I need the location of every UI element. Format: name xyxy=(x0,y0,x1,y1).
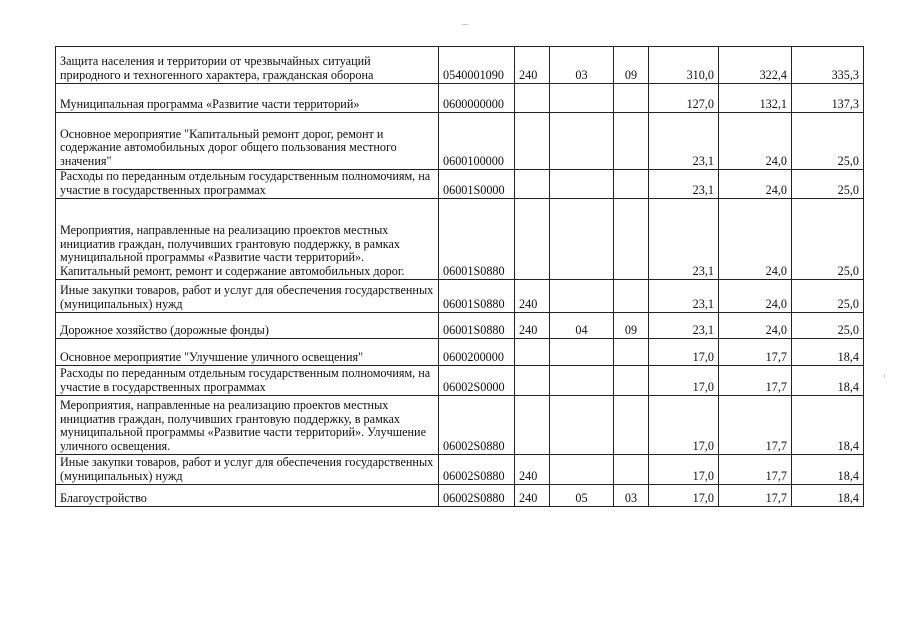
row-amount-2: 17,7 xyxy=(719,485,792,507)
row-target-code: 0600200000 xyxy=(439,339,515,366)
row-expense-type xyxy=(515,113,550,170)
row-target-code: 06001S0880 xyxy=(439,280,515,313)
row-name: Расходы по переданным отдельным государственным полномочиям, на участие в государственных программах xyxy=(56,366,439,396)
row-amount-1: 17,0 xyxy=(649,339,719,366)
row-amount-3: 18,4 xyxy=(792,455,864,485)
row-target-code: 06001S0880 xyxy=(439,199,515,280)
row-amount-3: 137,3 xyxy=(792,84,864,113)
row-amount-1: 17,0 xyxy=(649,455,719,485)
row-subsection xyxy=(614,280,649,313)
row-section xyxy=(550,366,614,396)
row-amount-1: 17,0 xyxy=(649,485,719,507)
row-section xyxy=(550,455,614,485)
budget-table-body xyxy=(56,47,864,507)
table-row xyxy=(56,170,864,199)
row-amount-2: 24,0 xyxy=(719,313,792,339)
table-row xyxy=(56,366,864,396)
row-amount-1: 23,1 xyxy=(649,280,719,313)
row-section xyxy=(550,339,614,366)
row-section: 05 xyxy=(550,485,614,507)
row-amount-1: 17,0 xyxy=(649,366,719,396)
row-amount-2: 322,4 xyxy=(719,47,792,84)
row-name: Дорожное хозяйство (дорожные фонды) xyxy=(56,313,439,339)
row-name: Основное мероприятие "Улучшение уличного освещения" xyxy=(56,339,439,366)
row-amount-1: 23,1 xyxy=(649,113,719,170)
row-subsection xyxy=(614,366,649,396)
row-section xyxy=(550,170,614,199)
row-target-code: 06001S0000 xyxy=(439,170,515,199)
row-target-code: 0540001090 xyxy=(439,47,515,84)
row-amount-1: 310,0 xyxy=(649,47,719,84)
row-name: Расходы по переданным отдельным государственным полномочиям, на участие в государственных программах xyxy=(56,170,439,199)
row-amount-3: 25,0 xyxy=(792,113,864,170)
row-amount-3: 25,0 xyxy=(792,280,864,313)
row-expense-type: 240 xyxy=(515,47,550,84)
row-target-code: 0600000000 xyxy=(439,84,515,113)
row-expense-type xyxy=(515,170,550,199)
row-name: Муниципальная программа «Развитие части территорий» xyxy=(56,84,439,113)
row-expense-type: 240 xyxy=(515,313,550,339)
row-name: Мероприятия, направленные на реализацию проектов местных инициатив граждан, получивших грантовую поддержку, в рамках муниципальной программы «Развитие части территорий». Капитальный ремонт, ремонт и содержание автомобильных дорог. xyxy=(56,199,439,280)
row-amount-3: 25,0 xyxy=(792,170,864,199)
row-target-code: 06002S0000 xyxy=(439,366,515,396)
row-expense-type: 240 xyxy=(515,280,550,313)
table-row xyxy=(56,313,864,339)
table-row xyxy=(56,396,864,455)
row-amount-2: 24,0 xyxy=(719,280,792,313)
table-row xyxy=(56,280,864,313)
row-subsection xyxy=(614,339,649,366)
row-amount-2: 17,7 xyxy=(719,455,792,485)
row-subsection: 03 xyxy=(614,485,649,507)
row-name: Основное мероприятие "Капитальный ремонт дорог, ремонт и содержание автомобильных дорог общего пользования местного значения" xyxy=(56,113,439,170)
table-row xyxy=(56,339,864,366)
table-row xyxy=(56,199,864,280)
scan-mark-right xyxy=(884,374,885,378)
row-target-code: 06002S0880 xyxy=(439,485,515,507)
row-amount-1: 23,1 xyxy=(649,199,719,280)
row-section xyxy=(550,280,614,313)
row-target-code: 06002S0880 xyxy=(439,455,515,485)
row-amount-3: 25,0 xyxy=(792,313,864,339)
row-amount-2: 24,0 xyxy=(719,170,792,199)
row-subsection xyxy=(614,396,649,455)
row-subsection: 09 xyxy=(614,47,649,84)
row-amount-3: 335,3 xyxy=(792,47,864,84)
scan-mark-top xyxy=(462,24,468,25)
row-target-code: 0600100000 xyxy=(439,113,515,170)
row-section xyxy=(550,84,614,113)
budget-table xyxy=(55,46,864,507)
row-amount-2: 17,7 xyxy=(719,339,792,366)
row-amount-3: 25,0 xyxy=(792,199,864,280)
row-target-code: 06001S0880 xyxy=(439,313,515,339)
row-amount-2: 24,0 xyxy=(719,113,792,170)
row-amount-1: 23,1 xyxy=(649,313,719,339)
row-subsection xyxy=(614,84,649,113)
row-amount-2: 17,7 xyxy=(719,366,792,396)
table-row xyxy=(56,455,864,485)
row-name: Мероприятия, направленные на реализацию проектов местных инициатив граждан, получивших грантовую поддержку, в рамках муниципальной программы «Развитие части территорий». Улучшение уличного освещения. xyxy=(56,396,439,455)
row-subsection: 09 xyxy=(614,313,649,339)
row-amount-3: 18,4 xyxy=(792,485,864,507)
row-expense-type xyxy=(515,199,550,280)
row-name: Защита населения и территории от чрезвычайных ситуаций природного и техногенного характера, гражданская оборона xyxy=(56,47,439,84)
table-row xyxy=(56,113,864,170)
row-subsection xyxy=(614,455,649,485)
row-section xyxy=(550,396,614,455)
row-amount-2: 17,7 xyxy=(719,396,792,455)
row-name: Иные закупки товаров, работ и услуг для обеспечения государственных (муниципальных) нужд xyxy=(56,280,439,313)
row-amount-1: 23,1 xyxy=(649,170,719,199)
table-row xyxy=(56,84,864,113)
row-expense-type xyxy=(515,84,550,113)
row-expense-type: 240 xyxy=(515,455,550,485)
row-section: 04 xyxy=(550,313,614,339)
row-amount-3: 18,4 xyxy=(792,366,864,396)
row-expense-type xyxy=(515,396,550,455)
row-amount-1: 127,0 xyxy=(649,84,719,113)
row-target-code: 06002S0880 xyxy=(439,396,515,455)
row-amount-2: 132,1 xyxy=(719,84,792,113)
row-section: 03 xyxy=(550,47,614,84)
row-expense-type xyxy=(515,339,550,366)
row-amount-1: 17,0 xyxy=(649,396,719,455)
table-row xyxy=(56,485,864,507)
row-expense-type: 240 xyxy=(515,485,550,507)
row-subsection xyxy=(614,199,649,280)
row-subsection xyxy=(614,170,649,199)
row-section xyxy=(550,199,614,280)
table-row xyxy=(56,47,864,84)
row-amount-2: 24,0 xyxy=(719,199,792,280)
row-name: Благоустройство xyxy=(56,485,439,507)
row-section xyxy=(550,113,614,170)
row-amount-3: 18,4 xyxy=(792,339,864,366)
row-amount-3: 18,4 xyxy=(792,396,864,455)
row-name: Иные закупки товаров, работ и услуг для обеспечения государственных (муниципальных) нужд xyxy=(56,455,439,485)
row-subsection xyxy=(614,113,649,170)
row-expense-type xyxy=(515,366,550,396)
